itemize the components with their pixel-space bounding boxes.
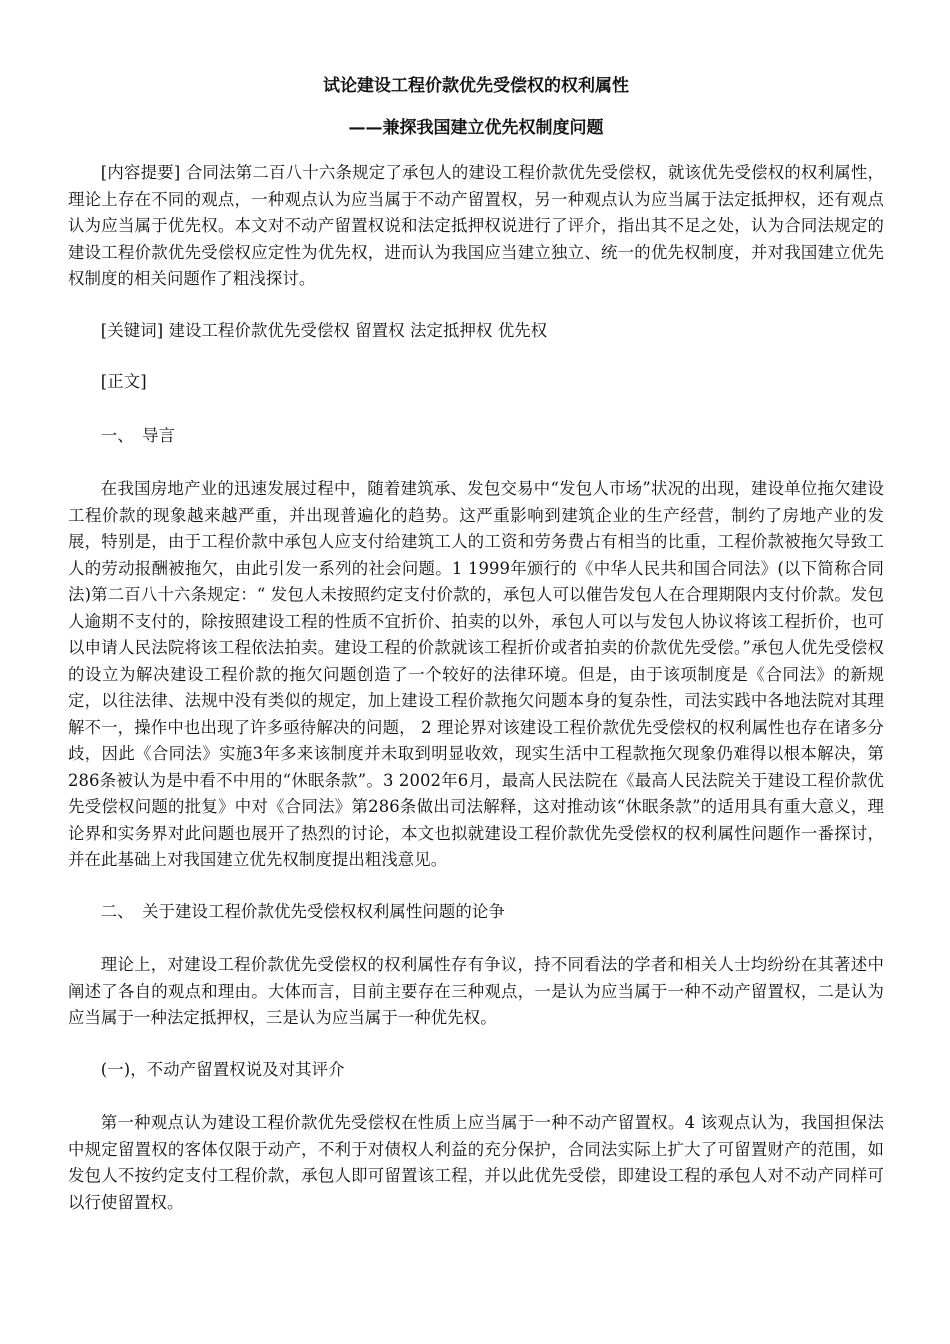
- subsection-1-heading: (一)，不动产留置权说及对其评介: [100, 1059, 345, 1079]
- section-1-paragraph: 在我国房地产业的迅速发展过程中，随着建筑承、发包交易中“发包人市场”状况的出现，建设单位拖欠建设工程价款的现象越来越严重，并出现普遍化的趋势。这严重影响到建筑企业的生产经营，制约了房地产业的发展，特别是，由于工程价款中承包人应支付给建筑工人的工资和劳务费占有相当的比重，工程价款被拖欠导致工人的劳动报酬被拖欠，由此引发一系列的社会问题。1 1999年颁行的《中华人民共和国合同法》(以下简称合同法)第二百八十六条规定：“ 发包人未按照约定支付价款的，承包人可以催告发包人在合理期限内支付价款。发包人逾期不支付的，除按照建设工程的性质不宜折价、拍卖的以外，承包人可以与发包人协议将该工程折价，也可以申请人民法院将该工程依法拍卖。建设工程的价款就该工程折价或者拍卖的价款优先受偿。”承包人优先受偿权的设立为解决建设工程价款的拖欠问题创造了一个较好的法律环境。但是，由于该项制度是《合同法》的新规定，以往法律、法规中没有类似的规定，加上建设工程价款拖欠问题本身的复杂性，司法实践中各地法院对其理解不一，操作中也出现了许多亟待解决的问题， 2 理论界对该建设工程价款优先受偿权的权利属性也存在诸多分歧，因此《合同法》实施3年多来该制度并未取到明显收效，现实生活中工程款拖欠现象仍难得以根本解决，第286条被认为是中看不中用的“休眠条款”。3 2002年6月，最高人民法院在《最高人民法院关于建设工程价款优先受偿权问题的批复》中对《合同法》第286条做出司法解释，这对推动该“休眠条款”的适用具有重大意义，理论界和实务界对此问题也展开了热烈的讨论，本文也拟就建设工程价款优先受偿权的权利属性问题作一番探讨，并在此基础上对我国建立优先权制度提出粗浅意见。: [68, 479, 884, 869]
- document-page: [68, 74, 884, 1241]
- body-label: [正文]: [100, 372, 147, 391]
- section-2-paragraph: 理论上，对建设工程价款优先受偿权的权利属性存有争议，持不同看法的学者和相关人士均纷纷在其著述中阐述了各自的观点和理由。大体而言，目前主要存在三种观点，一是认为应当属于一种不动产留置权，二是认为应当属于一种法定抵押权，三是认为应当属于一种优先权。: [68, 955, 884, 1027]
- subsection-1-paragraph: 第一种观点认为建设工程价款优先受偿权在性质上应当属于一种不动产留置权。4 该观点认为，我国担保法中规定留置权的客体仅限于动产，不利于对债权人利益的充分保护，合同法实际上扩大了可留置财产的范围，如发包人不按约定支付工程价款，承包人即可留置该工程，并以此优先受偿，即建设工程的承包人对不动产同样可以行使留置权。: [68, 1113, 884, 1212]
- abstract-paragraph: [内容提要] 合同法第二百八十六条规定了承包人的建设工程价款优先受偿权，就该优先受偿权的权利属性，理论上存在不同的观点，一种观点认为应当属于不动产留置权，另一种观点认为应当属于法定抵押权，还有观点认为应当属于优先权。本文对不动产留置权说和法定抵押权说进行了评介，指出其不足之处，认为合同法规定的建设工程价款优先受偿权应定性为优先权，进而认为我国应当建立独立、统一的优先权制度，并对我国建立优先权制度的相关问题作了粗浅探讨。: [68, 163, 884, 288]
- section-2-heading: 二、 关于建设工程价款优先受偿权权利属性问题的论争: [100, 901, 505, 921]
- section-1-heading: 一、 导言: [100, 425, 176, 445]
- document-title: 试论建设工程价款优先受偿权的权利属性: [323, 76, 629, 96]
- keywords-paragraph: [关键词] 建设工程价款优先受偿权 留置权 法定抵押权 优先权: [100, 320, 548, 340]
- document-subtitle: ——兼探我国建立优先权制度问题: [348, 118, 604, 138]
